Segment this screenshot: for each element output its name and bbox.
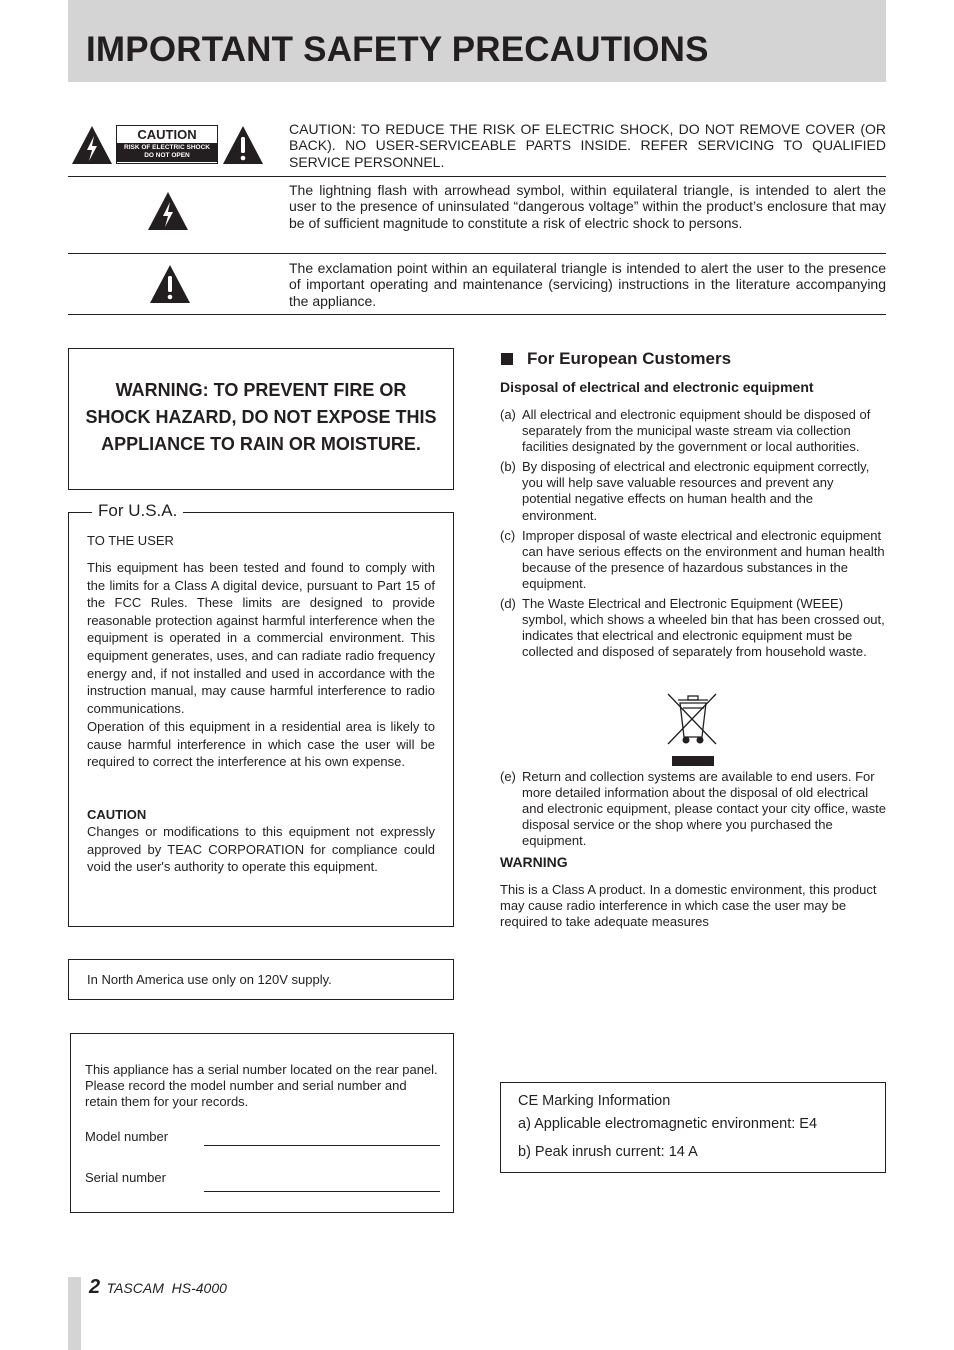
list-item <box>500 528 886 592</box>
lightning-triangle-icon <box>146 190 190 232</box>
list-item-text: The Waste Electrical and Electronic Equipment (WEEE) symbol, which shows a wheeled bin that has been crossed out, indicates that electrical and electronic equipment must be collected and disposed of separately from household waste. <box>522 596 885 660</box>
list-item-text: By disposing of electrical and electronic equipment correctly, you will help save valuable resources and prevent any potential negative effects on human health and the environment. <box>522 459 870 523</box>
list-item-text: Return and collection systems are available to end users. For more detailed information about the disposal of old electrical and electronic equipment, please contact your city office, waste disposal service or the shop where you purchased the equipment. <box>522 769 886 849</box>
european-list-ad <box>500 407 886 664</box>
symbol-row-exclamation <box>68 253 886 314</box>
north-america-box <box>68 959 454 1000</box>
european-warning-heading: WARNING <box>500 854 568 870</box>
caution-label-line3: DO NOT OPEN <box>144 152 190 159</box>
warning-line-3: APPLIANCE TO RAIN OR MOISTURE. <box>101 434 421 454</box>
ce-item-b: b) Peak inrush current: 14 A <box>518 1144 698 1160</box>
european-list-e <box>500 769 886 853</box>
usa-para-2: Operation of this equipment in a residential area is likely to cause harmful interference in which case the user will be required to correct the interference at his own expense. <box>87 719 435 770</box>
serial-box-text: This appliance has a serial number located on the rear panel. Please record the model number and serial number and retain them for your records. <box>85 1062 438 1110</box>
symbol-text-lightning: The lightning flash with arrowhead symbol, within equilateral triangle, is intended to alert the user to the presence of uninsulated “dangerous voltage” within the product’s enclosure that may be of sufficient magnitude to constitute a risk of electric shock to persons. <box>289 182 886 231</box>
symbol-text-exclamation: The exclamation point within an equilateral triangle is intended to alert the user to the presence of important operating and maintenance (servicing) instructions in the literature accompanying the appliance. <box>289 260 886 309</box>
european-heading: For European Customers <box>527 349 732 368</box>
list-item <box>500 769 886 849</box>
list-item-label: (d) <box>500 596 516 612</box>
list-item <box>500 459 886 523</box>
list-item-label: (a) <box>500 407 516 422</box>
usa-legend: For U.S.A. <box>92 501 183 521</box>
serial-box <box>70 1033 454 1213</box>
page-footer <box>89 1276 227 1299</box>
product-name: TASCAM HS-4000 <box>106 1280 227 1296</box>
footer-bar <box>68 1277 81 1350</box>
european-subheading: Disposal of electrical and electronic equipment <box>500 379 814 395</box>
european-warning-text: This is a Class A product. In a domestic environment, this product may cause radio interference in which case the user may be required to take adequate measures <box>500 882 877 930</box>
symbol-row-lightning <box>68 176 886 253</box>
list-item-text: All electrical and electronic equipment should be disposed of separately from the municipal waste stream via collection facilities designated by the government or local authorities. <box>522 407 871 455</box>
model-number-label: Model number <box>85 1129 169 1144</box>
caution-label-line2: RISK OF ELECTRIC SHOCK <box>124 144 210 151</box>
warning-box <box>68 348 454 490</box>
caution-label-title: CAUTION <box>137 127 197 142</box>
usa-para-1: This equipment has been tested and found to comply with the limits for a Class A digital device, pursuant to Part 15 of the FCC Rules. These limits are designed to provide reasonable protection against harmful interference when the equipment is operated in a commercial environment. This equipment generates, uses, and can radiate radio frequency energy and, if not installed and used in accordance with the instruction manual, may cause harmful interference to radio communications. <box>87 560 435 716</box>
caution-label-icon <box>116 125 218 164</box>
lightning-triangle-icon <box>70 124 114 166</box>
to-the-user: TO THE USER <box>87 533 174 548</box>
list-item <box>500 407 886 455</box>
square-bullet-icon <box>501 353 513 365</box>
serial-number-field[interactable] <box>204 1191 440 1192</box>
serial-number-label: Serial number <box>85 1170 166 1185</box>
usa-caution-heading: CAUTION <box>87 807 147 822</box>
list-item-text: Improper disposal of waste electrical and electronic equipment can have serious effects on the environment and human health because of the presence of hazardous substances in the equipment. <box>522 527 885 591</box>
north-america-text: In North America use only on 120V supply. <box>87 972 332 987</box>
page-title: IMPORTANT SAFETY PRECAUTIONS <box>86 30 709 69</box>
exclamation-triangle-icon <box>148 263 192 305</box>
list-item-label: (e) <box>500 769 516 784</box>
model-number-field[interactable] <box>204 1145 440 1146</box>
warning-line-1: WARNING: TO PREVENT FIRE OR <box>115 380 407 400</box>
usa-caution-text: Changes or modifications to this equipment not expressly approved by TEAC CORPORATION for compliance could void the user's authority to operate this equipment. <box>87 824 435 875</box>
symbol-text-caution: CAUTION: TO REDUCE THE RISK OF ELECTRIC SHOCK, DO NOT REMOVE COVER (OR BACK). NO USER-SERVICEABLE PARTS INSIDE. REFER SERVICING TO QUALIFIED SERVICE PERSONNEL. <box>289 121 886 170</box>
ce-item-a: a) Applicable electromagnetic environment: E4 <box>518 1116 818 1132</box>
page-number: 2 <box>89 1276 101 1298</box>
exclamation-triangle-icon <box>221 124 265 166</box>
warning-line-2: SHOCK HAZARD, DO NOT EXPOSE THIS <box>85 407 437 427</box>
symbol-row-caution <box>68 118 886 176</box>
weee-crossed-bin-icon <box>666 692 720 768</box>
list-item-label: (c) <box>500 527 516 543</box>
ce-box <box>500 1082 886 1173</box>
list-item <box>500 596 886 660</box>
ce-title: CE Marking Information <box>518 1093 671 1109</box>
list-item-label: (b) <box>500 459 516 475</box>
divider <box>68 314 886 315</box>
usa-box <box>68 512 454 927</box>
